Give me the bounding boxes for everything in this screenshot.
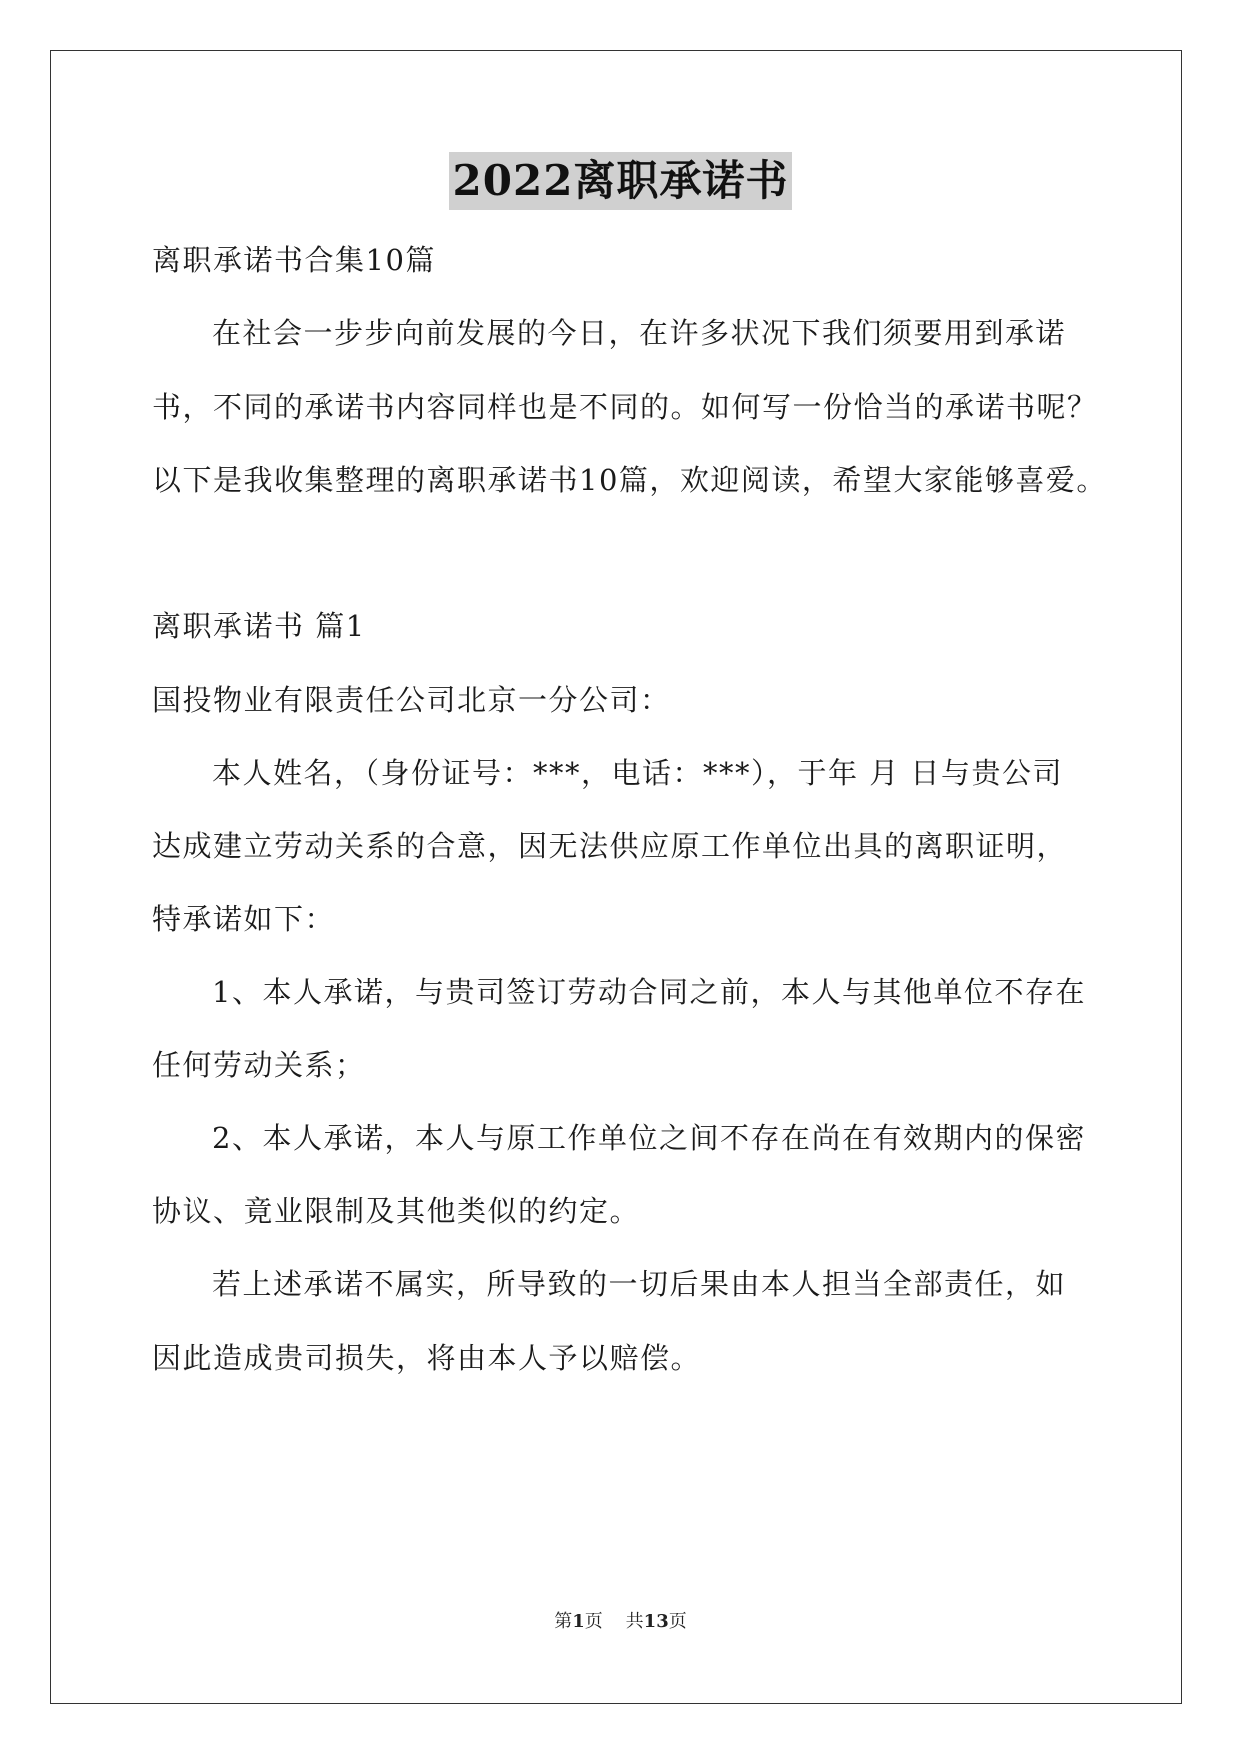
body-line-5: 任何劳动关系； [152, 1048, 366, 1082]
intro-line-3: 以下是我收集整理的离职承诺书10篇，欢迎阅读，希望大家能够喜爱。 [152, 463, 1107, 497]
footer-middle: 页 共 [584, 1611, 644, 1632]
section-heading: 离职承诺书 篇1 [152, 609, 366, 643]
document-title: 2022离职承诺书 [449, 152, 793, 210]
body-line-4: 1、本人承诺，与贵司签订劳动合同之前，本人与其他单位不存在 [212, 975, 1086, 1009]
body-line-8: 若上述承诺不属实，所导致的一切后果由本人担当全部责任，如 [212, 1267, 1067, 1301]
body-line-9: 因此造成贵司损失，将由本人予以赔偿。 [152, 1341, 702, 1375]
title-container [0, 152, 1241, 210]
footer-total-pages: 13 [643, 1611, 669, 1632]
subtitle: 离职承诺书合集10篇 [152, 243, 436, 277]
body-line-7: 协议、竟业限制及其他类似的约定。 [152, 1194, 641, 1228]
body-line-1: 本人姓名，（身份证号：***，电话：***），于年 月 日与贵公司 [212, 756, 1063, 790]
body-line-3: 特承诺如下： [152, 902, 336, 936]
body-line-6: 2、本人承诺，本人与原工作单位之间不存在尚在有效期内的保密 [212, 1121, 1086, 1155]
page-footer [0, 1610, 1241, 1634]
intro-line-2: 书，不同的承诺书内容同样也是不同的。如何写一份恰当的承诺书呢？ [152, 390, 1098, 424]
addressee: 国投物业有限责任公司北京一分公司： [152, 683, 671, 717]
page-border [50, 50, 1182, 1704]
footer-suffix: 页 [668, 1611, 687, 1632]
body-line-2: 达成建立劳动关系的合意，因无法供应原工作单位出具的离职证明， [152, 829, 1068, 863]
footer-page-number: 1 [572, 1611, 585, 1632]
footer-prefix: 第 [554, 1611, 573, 1632]
intro-line-1: 在社会一步步向前发展的今日，在许多状况下我们须要用到承诺 [212, 316, 1067, 350]
